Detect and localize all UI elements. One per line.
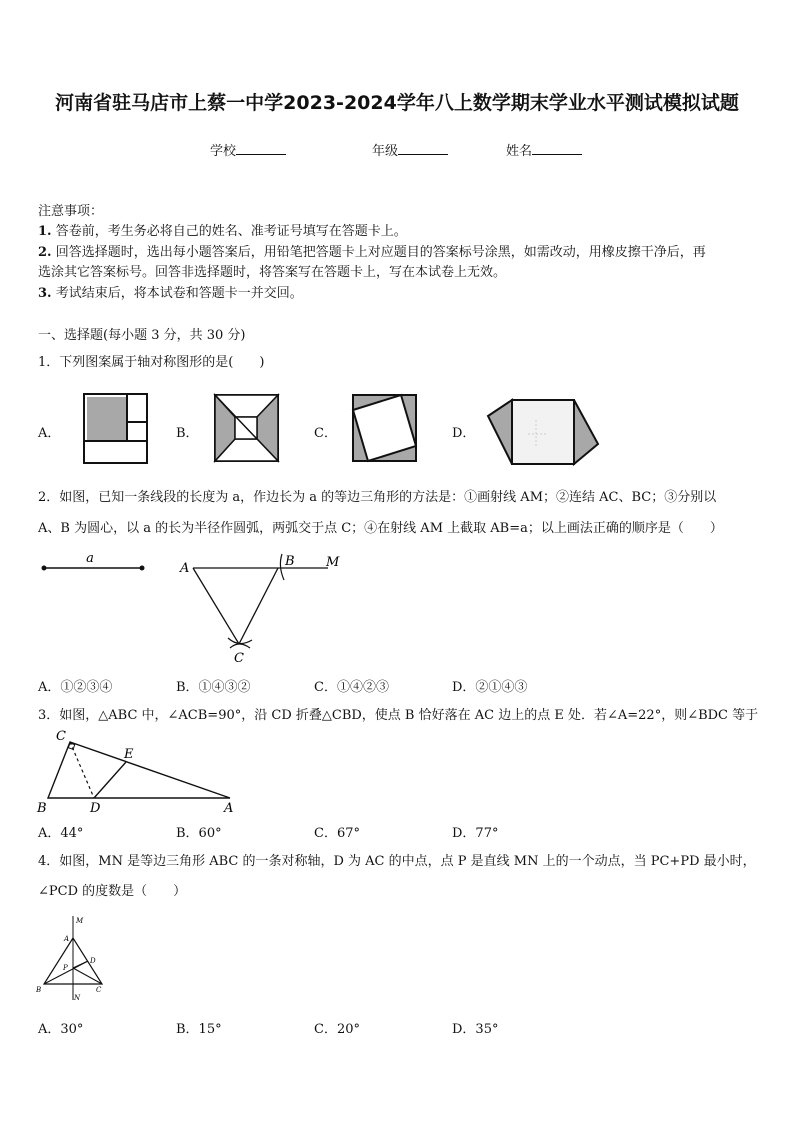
fig-a-shaded bbox=[87, 397, 126, 440]
q2-option-c[interactable]: C．①④②③ bbox=[314, 680, 389, 695]
label-C: C bbox=[96, 986, 102, 994]
label-C: C bbox=[56, 729, 66, 744]
note-item-2 bbox=[38, 243, 706, 263]
label-M: M bbox=[76, 917, 84, 925]
q1-option-d[interactable]: D． bbox=[452, 426, 476, 441]
q2-figure bbox=[38, 548, 358, 670]
name-blank[interactable] bbox=[532, 142, 582, 155]
note-number: 3. bbox=[38, 286, 52, 301]
triangle-abc bbox=[48, 742, 230, 798]
fold-cd bbox=[70, 742, 94, 798]
name-label: 姓名 bbox=[506, 144, 533, 159]
section-heading: 一、选择题(每小题 3 分，共 30 分) bbox=[38, 328, 246, 343]
grade-field[interactable] bbox=[372, 140, 448, 159]
q4-option-c[interactable]: C．20° bbox=[314, 1022, 360, 1037]
q3-option-b[interactable]: B．60° bbox=[176, 826, 222, 841]
note-number: 1. bbox=[38, 224, 52, 239]
q1-figure-c bbox=[350, 392, 420, 466]
note-item-3 bbox=[38, 284, 303, 304]
note-text: 回答选择题时，选出每小题答案后，用铅笔把答题卡上对应题目的答案标号涂黑，如需改动，用橡皮擦干净后，再 bbox=[55, 245, 706, 260]
name-field[interactable] bbox=[506, 140, 582, 159]
q2-option-b[interactable]: B．①④③② bbox=[176, 680, 251, 695]
label-C: C bbox=[234, 651, 244, 666]
note-text: 答卷前，考生务必将自己的姓名、准考证号填写在答题卡上。 bbox=[55, 224, 407, 239]
q1-figure-b bbox=[212, 392, 282, 466]
note-text: 考试结束后，将本试卷和答题卡一并交回。 bbox=[55, 286, 303, 301]
q1-option-b[interactable]: B． bbox=[176, 426, 199, 441]
q3-option-a[interactable]: A．44° bbox=[38, 826, 84, 841]
q2-stem-line2: A、B 为圆心，以 a 的长为半径作圆弧，两弧交于点 C；④在射线 AM 上截取 AB=a；以上画法正确的顺序是（ ） bbox=[38, 521, 723, 536]
q1-option-c[interactable]: C． bbox=[314, 426, 337, 441]
label-M: M bbox=[326, 555, 340, 570]
label-P: P bbox=[63, 964, 68, 972]
school-label: 学校 bbox=[210, 144, 237, 159]
label-N: N bbox=[74, 994, 81, 1002]
label-A: A bbox=[180, 561, 190, 576]
q1-figure-a bbox=[82, 392, 152, 466]
note-item-1 bbox=[38, 222, 407, 242]
q1-option-a[interactable]: A． bbox=[38, 426, 61, 441]
q4-stem-line2: ∠PCD 的度数是（ ） bbox=[38, 884, 187, 899]
label-A: A bbox=[224, 801, 234, 816]
q4-option-b[interactable]: B．15° bbox=[176, 1022, 222, 1037]
q2-option-a[interactable]: A．①②③④ bbox=[38, 680, 113, 695]
school-field[interactable] bbox=[210, 140, 286, 159]
q1-stem: 1．下列图案属于轴对称图形的是( ) bbox=[38, 355, 265, 370]
label-D: D bbox=[90, 957, 96, 965]
q4-option-a[interactable]: A．30° bbox=[38, 1022, 84, 1037]
q3-option-c[interactable]: C．67° bbox=[314, 826, 360, 841]
q2-option-d[interactable]: D．②①④③ bbox=[452, 680, 528, 695]
label-B: B bbox=[37, 801, 47, 816]
notes-heading: 注意事项： bbox=[38, 204, 104, 219]
grade-label: 年级 bbox=[372, 144, 399, 159]
q4-option-d[interactable]: D．35° bbox=[452, 1022, 499, 1037]
label-a: a bbox=[86, 551, 94, 566]
label-D: D bbox=[90, 801, 101, 816]
q4-figure bbox=[32, 912, 112, 1004]
label-B: B bbox=[36, 986, 42, 994]
grade-blank[interactable] bbox=[398, 142, 448, 155]
note-number: 2. bbox=[38, 245, 52, 260]
label-B: B bbox=[285, 554, 295, 569]
page-title: 河南省驻马店市上蔡一中学2023-2024学年八上数学期末学业水平测试模拟试题 bbox=[55, 92, 739, 114]
q1-figure-d bbox=[484, 392, 606, 468]
q4-stem-line1: 4．如图，MN 是等边三角形 ABC 的一条对称轴，D 为 AC 的中点，点 P 是直线 MN 上的一个动点，当 PC+PD 最小时， bbox=[38, 854, 756, 869]
note-item-2-cont bbox=[38, 263, 506, 283]
q2-stem-line1: 2．如图，已知一条线段的长度为 a，作边长为 a 的等边三角形的方法是：①画射线 AM；②连结 AC、BC；③分别以 bbox=[38, 490, 717, 505]
label-E: E bbox=[124, 747, 134, 762]
note-text: 选涂其它答案标号。回答非选择题时，将答案写在答题卡上，写在本试卷上无效。 bbox=[38, 265, 507, 280]
q3-figure bbox=[34, 726, 244, 818]
q3-stem: 3．如图，△ABC 中，∠ACB=90°，沿 CD 折叠△CBD，使点 B 恰好落在 AC 边上的点 E 处．若∠A=22°，则∠BDC 等于 bbox=[38, 708, 759, 723]
school-blank[interactable] bbox=[236, 142, 286, 155]
label-A: A bbox=[64, 935, 70, 943]
q3-option-d[interactable]: D．77° bbox=[452, 826, 499, 841]
